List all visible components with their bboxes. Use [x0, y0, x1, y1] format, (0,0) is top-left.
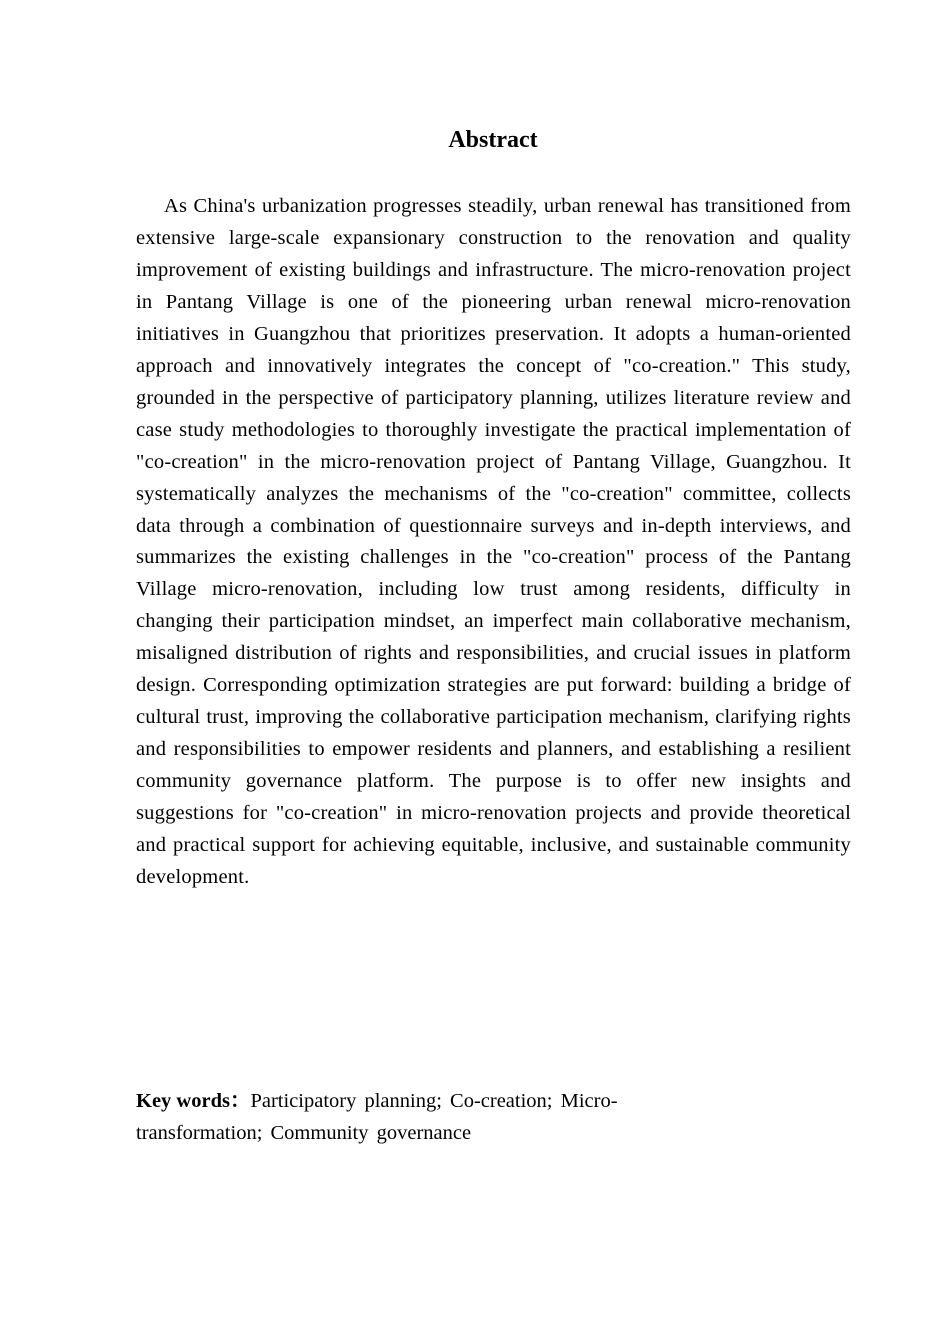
keywords-text: Participatory planning; Co-creation; Micro-transformation; Community governance — [136, 1090, 618, 1144]
keywords-line — [136, 1085, 716, 1149]
keywords-label: Key words： — [136, 1090, 251, 1112]
abstract-body: As China's urbanization progresses steadily, urban renewal has transitioned from extensive large-scale expansionary construction to the renovation and quality improvement of existing buildings and infrastructure. The micro-renovation project in Pantang Village is one of the pioneering urban renewal micro-renovation initiatives in Guangzhou that prioritizes preservation. It adopts a human-oriented approach and innovatively integrates the concept of "co-creation." This study, grounded in the perspective of participatory planning, utilizes literature review and case study methodologies to thoroughly investigate the practical implementation of "co-creation" in the micro-renovation project of Pantang Village, Guangzhou. It systematically analyzes the mechanisms of the "co-creation" committee, collects data through a combination of questionnaire surveys and in-depth interviews, and summarizes the existing challenges in the "co-creation" process of the Pantang Village micro-renovation, including low trust among residents, difficulty in changing their participation mindset, an imperfect main collaborative mechanism, misaligned distribution of rights and responsibilities, and crucial issues in platform design. Corresponding optimization strategies are put forward: building a bridge of cultural trust, improving the collaborative participation mechanism, clarifying rights and responsibilities to empower residents and planners, and establishing a resilient community governance platform. The purpose is to offer new insights and suggestions for "co-creation" in micro-renovation projects and provide theoretical and practical support for achieving equitable, inclusive, and sustainable community development. — [136, 195, 851, 889]
abstract-title: Abstract — [448, 127, 538, 153]
